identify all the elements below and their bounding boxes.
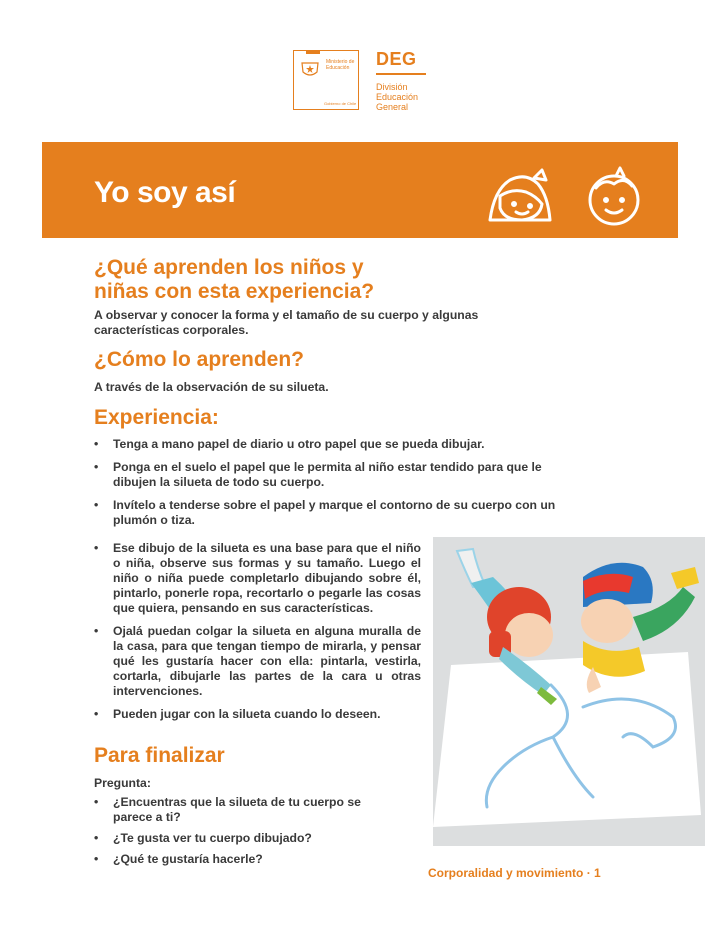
page-title: Yo soy así (94, 176, 236, 209)
section-heading-how: ¿Cómo lo aprenden? (94, 348, 304, 371)
section-heading-what (94, 256, 374, 304)
section-text-how: A través de la observación de su silueta. (94, 380, 329, 394)
deg-logo (376, 50, 436, 112)
heading-line-2: niñas con esta experiencia? (94, 280, 375, 303)
section-text-what: A observar y conocer la forma y el tamaño de su cuerpo y algunas características corporales. (94, 308, 479, 337)
paper-sheet-shape (433, 652, 701, 827)
ministry-name: Ministerio de Educación (326, 59, 355, 71)
list-item: • Ojalá puedan colgar la silueta en alguna muralla de la casa, para que tengan tiempo de mirarla, y pensar qué les gustaría hacer con ella: pintarla, vestirla, cortarla, dibujarle las partes de la cara u otras intervenciones. (91, 624, 421, 699)
deg-divider (376, 73, 426, 75)
boy-face-shape (581, 599, 633, 643)
list-item: • Pueden jugar con la silueta cuando lo deseen. (91, 707, 421, 722)
deg-line3: General (376, 102, 409, 112)
section-heading-finish: Para finalizar (94, 744, 225, 767)
list-item: • ¿Qué te gustaría hacerle? (91, 852, 391, 867)
question-list (91, 795, 391, 867)
list-item: • Invítelo a tenderse sobre el papel y marque el contorno de su cuerpo con un plumón o tiza. (91, 498, 579, 528)
boy-face-icon (582, 164, 648, 230)
list-item: • Tenga a mano papel de diario u otro papel que se pueda dibujar. (91, 437, 579, 452)
experience-list-full (91, 437, 579, 528)
girl-face-shape (505, 613, 553, 657)
children-drawing-illustration (433, 537, 705, 846)
logo-flag-bar (306, 51, 320, 54)
boy-shoe-shape (671, 567, 699, 589)
deg-acronym: DEG (376, 49, 417, 69)
list-item: • ¿Te gusta ver tu cuerpo dibujado? (91, 831, 391, 846)
girl-face-icon (482, 160, 558, 230)
coat-of-arms-icon (299, 59, 321, 79)
page-footer: Corporalidad y movimiento · 1 (428, 866, 601, 880)
ministry-gov: Gobierno de Chile (324, 101, 357, 106)
heading-line-1: ¿Qué aprenden los niños y (94, 256, 364, 279)
ministry-logo (293, 50, 359, 110)
list-item: • ¿Encuentras que la silueta de tu cuerpo se parece a ti? (91, 795, 391, 825)
list-item: • Ese dibujo de la silueta es una base para que el niño o niña, observe sus formas y su tamaño. Luego el niño o niña puede completarlo dibujando sobre él, pintarlo, ponerle ropa, recortarlo o pegarle las cosas que quiera, pensando en sus características. (91, 541, 421, 616)
experience-list-narrow (91, 541, 421, 722)
section-heading-experience: Experiencia: (94, 406, 219, 429)
list-item: • Ponga en el suelo el papel que le permita al niño estar tendido para que le dibujen la silueta de todo su cuerpo. (91, 460, 579, 490)
illustration-art (433, 537, 705, 846)
deg-line1: División (376, 82, 408, 92)
deg-line2: Educación (376, 92, 419, 102)
title-banner (42, 142, 678, 238)
question-label: Pregunta: (94, 776, 151, 790)
